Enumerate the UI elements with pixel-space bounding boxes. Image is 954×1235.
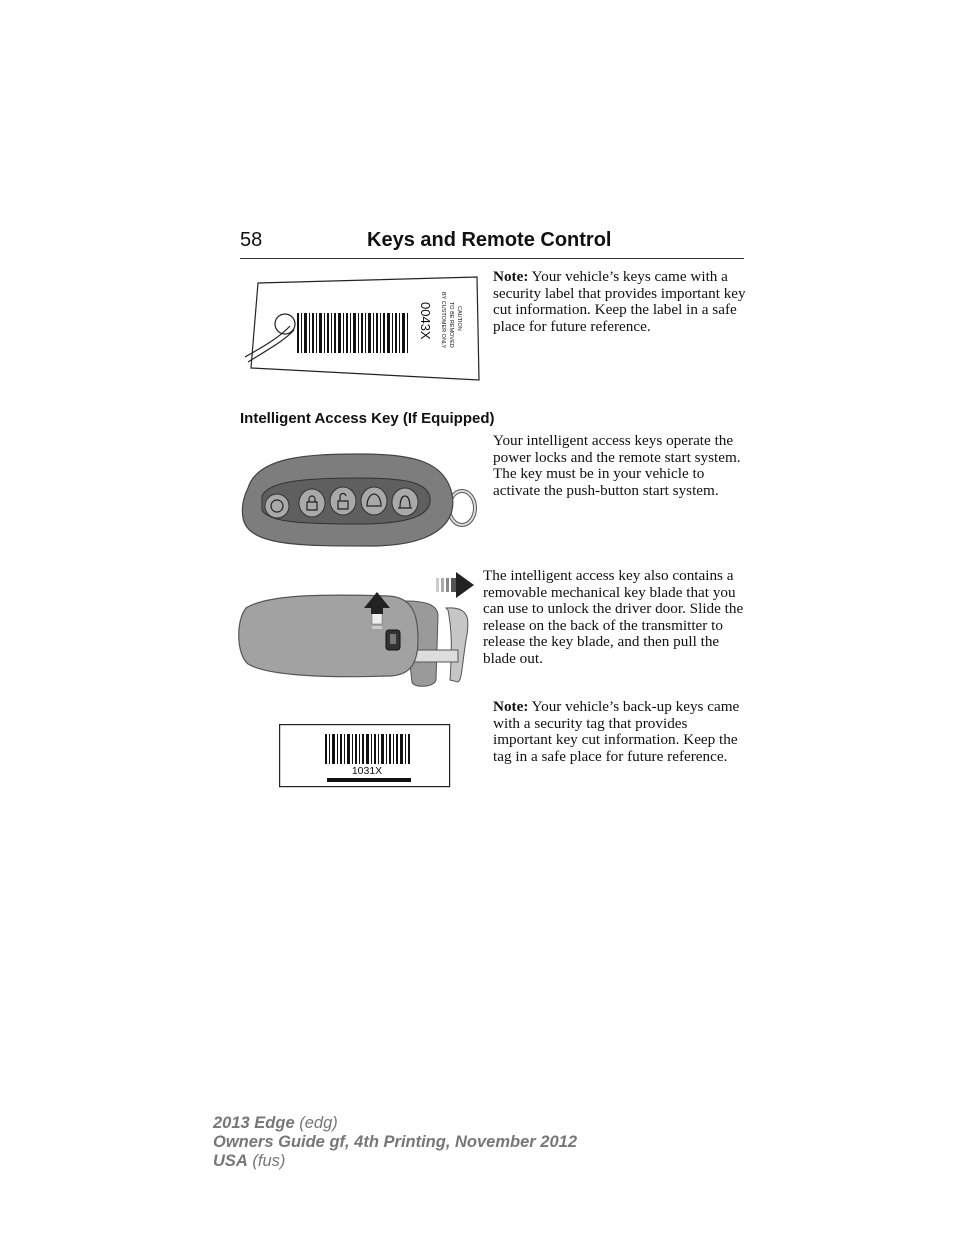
page-title: Keys and Remote Control <box>367 229 612 251</box>
direction-arrow-icon <box>436 572 474 598</box>
footer-region-name: USA <box>213 1152 248 1170</box>
security-label-note <box>493 269 747 335</box>
caution-line-3: BY CUSTOMER ONLY <box>440 292 446 349</box>
footer-model <box>213 1114 338 1133</box>
lock-button[interactable] <box>299 489 325 517</box>
note-label: Note: <box>493 698 529 715</box>
section-heading: Intelligent Access Key (If Equipped) <box>240 410 495 427</box>
page-number: 58 <box>240 229 263 251</box>
key-blade-text: The intelligent access key also contains a removable mechanical key blade that you can use to unlock the driver door. Slide the release on the back of the transmitter to release the key blade, and then pull the blade out. <box>483 567 744 667</box>
note-label: Note: <box>493 268 529 285</box>
security-label-code: 0043X <box>418 302 433 340</box>
footer-guide <box>213 1133 577 1152</box>
security-label-illustration <box>245 276 485 384</box>
liftgate-button[interactable] <box>361 487 387 515</box>
caution-line-1: CAUTION <box>456 306 462 331</box>
security-tag-note <box>493 699 747 765</box>
footer-guide-text: Owners Guide gf, 4th Printing, November 2012 <box>213 1133 577 1151</box>
footer-model-code: (edg) <box>294 1114 338 1132</box>
header-divider <box>240 258 744 259</box>
footer-region-code: (fus) <box>247 1152 286 1170</box>
release-slide[interactable] <box>386 630 400 650</box>
note-text: Your vehicle’s back-up keys came with a security tag that provides important key cut information. Keep the tag in a safe place for future reference. <box>493 698 740 765</box>
unlock-button[interactable] <box>330 487 356 515</box>
key-blade-illustration <box>238 570 478 688</box>
panic-button[interactable] <box>392 488 418 516</box>
intelligent-key-illustration <box>240 448 480 550</box>
caution-line-2: TO BE REMOVED <box>448 302 454 348</box>
security-tag-illustration <box>279 724 451 788</box>
intelligent-key-intro: Your intelligent access keys operate the power locks and the remote start system. The key must be in your vehicle to activate the push-button start system. <box>493 432 741 499</box>
footer-model-name: 2013 Edge <box>213 1114 295 1132</box>
security-tag-barcode <box>325 734 410 764</box>
security-tag-code: 1031X <box>351 765 383 777</box>
footer-region <box>213 1152 285 1171</box>
note-text: Your vehicle’s keys came with a security label that provides important key cut information. Keep the label in a safe place for future reference. <box>493 268 746 335</box>
remote-start-button[interactable] <box>265 494 289 518</box>
